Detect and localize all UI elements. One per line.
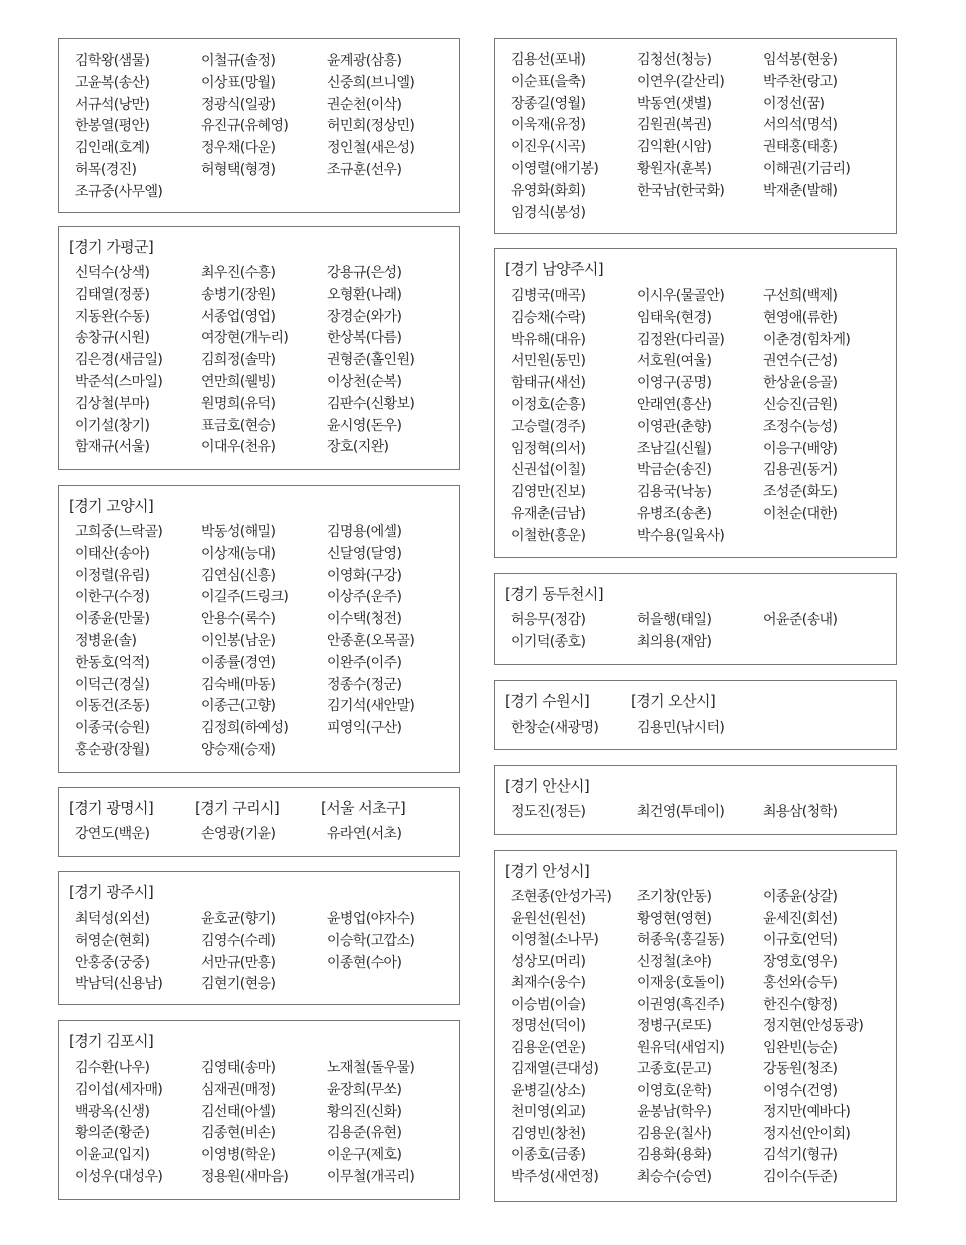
name-entry: 신정철(초야) [637,953,712,970]
name-entry: 권연수(근성) [763,353,838,370]
region-heading: [경기 구리시] [195,799,280,817]
name-entry: 이진우(시곡) [511,139,586,156]
name-entry: 유병조(송촌) [637,506,712,522]
name-entry: 이춘경(힘차게) [763,331,851,348]
name-entry: 최승수(승연) [637,1168,712,1185]
name-entry: 김용운(칠사) [637,1125,712,1142]
name-entry: 신권섭(이칠) [511,462,586,479]
name-entry: 이영병(학운) [201,1147,276,1164]
name-entry: 김영태(송마) [201,1060,276,1076]
name-entry: 허목(경진) [75,162,137,178]
name-entry: 박주찬(랑고) [763,73,838,90]
name-entry: 고윤복(송산) [75,74,150,91]
name-entry: 김병국(매곡) [511,288,586,304]
name-entry: 김용운(연운) [511,1039,586,1056]
name-entry: 김석기(형규) [763,1147,838,1163]
name-entry: 허종욱(홍길동) [637,932,725,948]
name-entry: 조규훈(선우) [327,162,402,178]
name-entry: 성상모(머리) [511,953,586,970]
name-entry: 임완빈(능순) [763,1039,838,1056]
region-heading: [경기 동두천시] [505,585,604,603]
name-entry: 정지현(안성동광) [763,1018,864,1034]
name-entry: 장종길(영월) [511,95,586,112]
name-entry: 황원자(훈복) [637,161,712,177]
name-entry: 손영광(기윤) [201,826,276,842]
name-entry: 김영수(수레) [201,932,276,949]
name-entry: 이종률(경연) [201,654,276,671]
name-entry: 이응구(배양) [763,440,838,457]
name-entry: 이영렬(애기봉) [511,161,599,177]
name-entry: 김판수(신황보) [327,395,415,412]
region-heading: [경기 안산시] [505,777,590,795]
name-entry: 유진규(유혜영) [201,118,289,135]
name-entry: 이순표(을축) [511,73,586,90]
name-entry: 이철규(솔정) [201,53,276,69]
name-entry: 윤원선(원선) [511,910,586,927]
name-entry: 안용수(록수) [201,611,276,628]
name-entry: 김태열(정풍) [75,286,150,303]
name-entry: 현영애(류한) [763,309,838,326]
name-entry: 원명희(유덕) [201,395,276,412]
region-heading: [경기 고양시] [69,497,154,515]
name-entry: 연만희(웰빙) [201,374,276,390]
name-entry: 이종국(승원) [75,720,150,737]
name-entry: 이상재(능대) [201,545,276,562]
name-entry: 장경순(와가) [327,308,402,325]
name-entry: 정용원(새마음) [201,1169,289,1185]
name-entry: 이종근(고향) [201,698,276,715]
name-entry: 이욱재(유정) [511,117,586,134]
name-entry: 김정완(다리골) [637,331,725,348]
name-entry: 정종수(정군) [327,676,402,693]
name-entry: 박재춘(발해) [763,182,838,199]
name-entry: 이정선(꿈) [763,95,825,112]
name-entry: 안홍중(궁중) [75,954,150,971]
name-entry: 고승렬(경주) [511,418,586,435]
name-entry: 심재권(매정) [201,1081,276,1098]
name-entry: 임정혁(의서) [511,440,586,457]
name-entry: 임태욱(현경) [637,309,712,326]
name-entry: 김용준(유현) [327,1125,402,1142]
name-entry: 유재춘(금남) [511,506,586,522]
name-entry: 윤호균(향기) [201,911,276,927]
name-entry: 황영현(영현) [637,910,712,927]
name-entry: 허응무(정감) [511,612,586,628]
name-entry: 이영호(운학) [637,1082,712,1099]
name-entry: 이영화(구강) [327,567,402,584]
name-entry: 이종현(수아) [327,954,402,971]
name-entry: 서민원(동민) [511,353,586,370]
name-entry: 이종호(금종) [511,1147,586,1163]
name-entry: 김영빈(창천) [511,1125,586,1142]
name-entry: 홍순광(장월) [75,742,150,758]
name-entry: 이정호(순흥) [511,397,586,413]
name-entry: 유영화(화회) [511,182,586,199]
name-entry: 이상주(운주) [327,589,402,606]
name-entry: 정도진(정든) [511,804,586,820]
name-entry: 박동성(해밀) [201,524,276,540]
name-entry: 조규중(사무엘) [75,183,163,200]
name-entry: 김현기(현응) [201,976,276,993]
name-entry: 권형준(홀인원) [327,352,415,369]
name-entry: 조정수(능성) [763,418,838,435]
region-box-ansan [494,765,897,835]
name-entry: 여장현(개누리) [201,330,289,347]
name-entry: 이윤교(입지) [75,1147,150,1164]
name-entry: 이종윤(상갈) [763,889,838,905]
name-entry: 김명용(에셀) [327,524,402,540]
name-entry: 신승진(금원) [763,397,838,413]
region-heading: [경기 오산시] [631,692,716,710]
name-entry: 정지만(예바다) [763,1104,851,1120]
name-entry: 서호원(여울) [637,353,712,370]
name-entry: 이승학(고깝소) [327,932,415,949]
name-entry: 이종윤(만물) [75,611,150,628]
name-entry: 한봉열(평안) [75,118,150,135]
name-entry: 박준석(스마일) [75,374,163,390]
name-entry: 윤세진(회선) [763,910,838,927]
name-entry: 서만규(만흥) [201,954,276,971]
name-entry: 강동원(청조) [763,1061,838,1077]
name-entry: 김상철(부마) [75,395,150,412]
name-entry: 김학왕(샘물) [75,53,150,69]
name-entry: 이기설(창기) [75,417,150,434]
name-entry: 황의진(신화) [327,1103,402,1120]
name-entry: 윤장희(무쏘) [327,1081,402,1098]
name-entry: 윤봉남(학우) [637,1104,712,1120]
name-entry: 김용민(낚시터) [637,720,725,736]
name-entry: 김용국(낙농) [637,484,712,501]
name-entry: 노재철(돌우물) [327,1060,415,1076]
name-entry: 이연우(갈산리) [637,73,725,90]
name-entry: 천미영(외교) [511,1104,586,1120]
name-entry: 김용선(포내) [511,52,586,68]
name-entry: 정광식(일광) [201,96,276,113]
name-entry: 어윤준(송내) [763,612,838,628]
name-entry: 이상천(순복) [327,374,402,390]
name-entry: 윤시영(돈우) [327,417,402,434]
name-entry: 이영철(소나무) [511,932,599,948]
name-entry: 허영순(현회) [75,932,150,949]
name-entry: 김이수(두준) [763,1168,838,1185]
name-entry: 한진수(향정) [763,996,838,1013]
name-entry: 홍선와(승두) [763,975,838,991]
name-entry: 한상복(다름) [327,330,402,347]
name-entry: 김기석(새안말) [327,698,415,715]
name-entry: 김익환(시암) [637,139,712,156]
name-entry: 이운구(제호) [327,1147,402,1164]
name-entry: 표금호(현승) [201,417,276,434]
name-entry: 조현종(안성가곡) [511,889,612,905]
name-entry: 함재규(서울) [75,439,150,456]
name-entry: 최건영(투데이) [637,804,725,820]
name-entry: 이무철(개곡리) [327,1169,415,1185]
name-entry: 이대우(천유) [201,439,276,456]
name-entry: 이영관(춘향) [637,418,712,435]
name-entry: 고종호(문고) [637,1061,712,1077]
name-entry: 이수택(청전) [327,611,402,628]
name-entry: 서의석(명석) [763,117,838,134]
name-entry: 이성우(대성우) [75,1169,163,1185]
name-entry: 김수환(나우) [75,1060,150,1076]
name-entry: 김용화(용화) [637,1147,712,1163]
name-entry: 백광옥(신생) [75,1103,150,1120]
region-box-suwon-osan [494,680,897,750]
region-heading: [경기 광주시] [69,883,154,901]
name-entry: 양승재(승재) [201,742,276,758]
name-entry: 김이섭(세자매) [75,1081,163,1098]
name-entry: 이길주(드링크) [201,589,289,606]
name-entry: 정명선(덕이) [511,1018,586,1034]
name-entry: 이재웅(호돌이) [637,975,725,991]
name-entry: 고희중(느락골) [75,524,163,540]
name-entry: 김인래(호계) [75,140,150,157]
name-entry: 이완주(이주) [327,654,402,671]
region-box-gwangmyeong-guri-seocho [58,787,460,857]
name-entry: 김재열(큰대성) [511,1061,599,1077]
name-entry: 이태산(송아) [75,545,150,562]
name-entry: 송병기(장원) [201,286,276,303]
name-entry: 김원권(복권) [637,117,712,134]
name-entry: 이규호(언덕) [763,932,838,948]
name-entry: 김승채(수락) [511,309,586,326]
name-entry: 김선태(아셀) [201,1103,276,1120]
name-entry: 이한구(수정) [75,589,150,606]
name-entry: 김은경(새금일) [75,352,163,369]
name-entry: 김숙배(마동) [201,676,276,693]
name-entry: 최의용(재암) [637,633,712,650]
name-entry: 이동건(조동) [75,698,150,715]
name-entry: 김청선(청능) [637,52,712,68]
name-entry: 이천순(대한) [763,506,838,522]
name-entry: 박남덕(신용남) [75,976,163,993]
name-entry: 이영구(공명) [637,375,712,392]
name-entry: 피영익(구산) [327,720,402,737]
name-entry: 한상윤(응골) [763,375,838,392]
name-entry: 임석봉(현웅) [763,52,838,68]
name-entry: 이시우(물골안) [637,288,725,304]
name-entry: 최우진(수흥) [201,265,276,281]
name-entry: 송창규(시원) [75,330,150,347]
region-heading: [경기 안성시] [505,862,590,880]
name-entry: 오형환(나래) [327,286,402,303]
name-entry: 권순천(이삭) [327,96,402,113]
name-entry: 서규석(낭만) [75,96,150,113]
name-entry: 이권영(흑진주) [637,996,725,1013]
name-entry: 이기덕(종호) [511,633,586,650]
name-entry: 신중희(브니엘) [327,74,415,91]
name-entry: 박동연(샛별) [637,95,712,112]
name-entry: 허을행(태일) [637,612,712,628]
name-entry: 이철한(흥운) [511,527,586,544]
region-heading: [경기 김포시] [69,1032,154,1050]
name-entry: 정병윤(솔) [75,633,137,649]
name-entry: 허형택(형경) [201,162,276,178]
region-heading: [서울 서초구] [321,799,406,817]
name-entry: 이인봉(남운) [201,633,276,649]
name-entry: 안래연(흥산) [637,397,712,413]
name-entry: 윤병업(야자수) [327,911,415,927]
name-entry: 이상표(망월) [201,74,276,91]
name-entry: 이덕근(경실) [75,676,150,693]
name-entry: 서종업(영업) [201,308,276,325]
name-entry: 한동호(억적) [75,654,150,671]
name-entry: 지동완(수동) [75,308,150,325]
name-entry: 임경식(봉성) [511,204,586,221]
name-entry: 윤계광(삼흥) [327,53,402,69]
name-entry: 안종훈(오목골) [327,633,415,649]
name-entry: 신덕수(상색) [75,265,150,281]
region-heading: [경기 수원시] [505,692,590,710]
name-entry: 조기창(안동) [637,889,712,905]
name-entry: 신달영(달영) [327,545,402,562]
name-entry: 한국남(한국화) [637,182,725,199]
name-entry: 김정희(하예성) [201,720,289,737]
name-entry: 권태홍(태홍) [763,139,838,156]
name-entry: 정인철(새은성) [327,140,415,157]
name-entry: 원유덕(새엄지) [637,1039,725,1056]
name-entry: 장호(지완) [327,439,389,456]
name-entry: 박금순(송진) [637,462,712,479]
name-entry: 정우채(다운) [201,140,276,157]
name-entry: 함태규(새선) [511,375,586,392]
name-entry: 강용규(은성) [327,265,402,281]
name-entry: 윤병길(상소) [511,1082,586,1099]
name-entry: 정지선(안이회) [763,1125,851,1142]
name-entry: 최재수(웅수) [511,975,586,991]
name-entry: 이승범(이슬) [511,996,586,1013]
region-heading: [경기 남양주시] [505,260,604,278]
name-entry: 박수용(일육사) [637,527,725,544]
name-entry: 김종현(비손) [201,1125,276,1142]
name-entry: 조성준(화도) [763,484,838,501]
name-entry: 허민회(정상민) [327,118,415,135]
name-entry: 조남길(신월) [637,440,712,457]
name-entry: 구선희(백제) [763,288,838,304]
name-entry: 이해권(기금리) [763,161,851,177]
name-entry: 김연심(신흥) [201,567,276,584]
name-entry: 박유해(대유) [511,331,586,348]
region-heading: [경기 광명시] [69,799,154,817]
name-entry: 이영수(건영) [763,1082,838,1099]
name-entry: 박주성(새연정) [511,1168,599,1185]
name-entry: 최덕성(외선) [75,911,150,927]
name-entry: 이정렬(유림) [75,567,150,584]
name-entry: 김희정(솔막) [201,352,276,369]
name-entry: 김영만(진보) [511,484,586,501]
name-entry: 정병구(로또) [637,1018,712,1034]
name-entry: 최용삼(청학) [763,804,838,820]
name-entry: 김용권(동거) [763,462,838,479]
name-entry: 장영호(영우) [763,953,838,970]
name-entry: 유라연(서초) [327,826,402,842]
name-entry: 강연도(백운) [75,826,150,842]
name-entry: 황의준(황준) [75,1125,150,1142]
region-heading: [경기 가평군] [69,238,154,256]
name-entry: 한창순(새광명) [511,720,599,736]
